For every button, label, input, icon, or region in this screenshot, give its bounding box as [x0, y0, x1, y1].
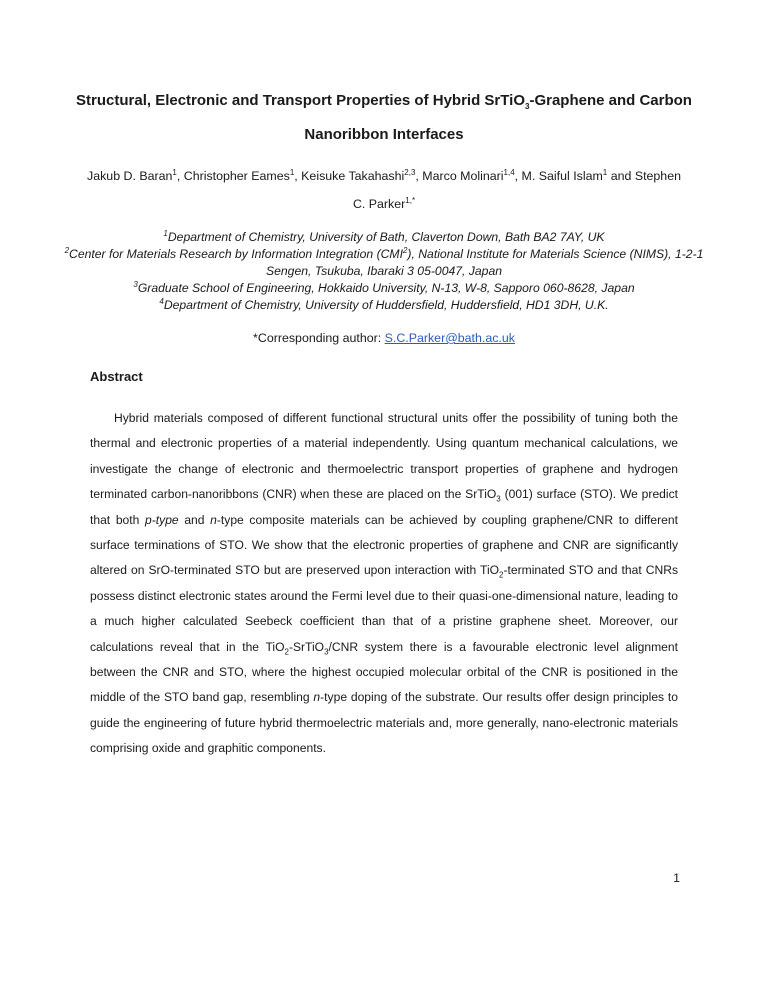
author-affiliation-marker: 2,3 — [404, 167, 416, 177]
corresponding-email-link[interactable]: S.C.Parker@bath.ac.uk — [384, 331, 515, 345]
affiliation-number: 4 — [159, 296, 164, 306]
affiliation — [60, 280, 708, 297]
author — [184, 169, 301, 183]
affiliation-text: Center for Materials Research by Information Integration (CMI — [69, 247, 403, 261]
affiliation-number: 1 — [163, 228, 168, 238]
abstract-text: Hybrid materials composed of different functional structural units offer the possibility of tuning both the thermal and electronic properties of a material independently. Using quantum mechanical calculations, we investigate the change of electronic and thermoelectric transport properties of graphene and hydrogen terminated carbon-nanoribbons (CNR) when these are placed on the SrTiO — [90, 411, 678, 502]
abstract-heading: Abstract — [90, 369, 143, 384]
author-affiliation-marker: 1,* — [405, 195, 416, 205]
abstract-text: and — [178, 512, 211, 527]
author-affiliation-marker: 1 — [172, 167, 177, 177]
affiliation-text: Department of Chemistry, University of Huddersfield, Huddersfield, HD1 3DH, U.K. — [163, 298, 609, 312]
author-name: Christopher Eames — [183, 169, 290, 183]
abstract-italic-n: n — [210, 512, 217, 527]
author-affiliation-marker: 1,4 — [503, 167, 515, 177]
abstract-text: -type doping of the substrate. Our results offer design principles to guide the engineering of future hybrid thermoelectric materials and, more generally, nano-electronic materials comprising oxide and graphitic components. — [90, 690, 678, 756]
author-name: Jakub D. Baran — [87, 169, 173, 183]
abstract-text: -type composite materials can be achieved by coupling graphene/CNR to different surface terminations of STO. We show that the electronic properties of graphene and CNR are significantly altered on SrO-terminated STO but are preserved upon interaction with TiO — [90, 512, 678, 578]
author — [422, 169, 521, 183]
abstract-subscript: 3 — [324, 647, 329, 657]
author-separator: , — [514, 169, 522, 183]
abstract-subscript: 2 — [499, 570, 504, 580]
abstract-text: -terminated STO and that CNRs possess distinct electronic states around the Fermi level due to their quasi-one-dimensional nature, leading to a much higher calculated Seebeck coefficient than that of a pristine graphene sheet. Moreover, our calculations reveal that in the TiO — [90, 563, 678, 654]
title-text-part2: -Graphene and Carbon Nanoribbon Interfaces — [304, 92, 692, 143]
affiliation — [60, 246, 708, 280]
affiliation-list — [60, 229, 708, 314]
author — [522, 169, 635, 183]
author-separator: , — [415, 169, 423, 183]
corresponding-author-label: *Corresponding author: — [253, 331, 385, 345]
abstract-subscript: 3 — [496, 494, 501, 504]
author — [301, 169, 422, 183]
affiliation-text-continued: ), National Institute for Materials Science (NIMS), 1-2-1 Sengen, Tsukuba, Ibaraki 3 05-0047, Japan — [265, 247, 704, 278]
author-affiliation-marker: 1 — [289, 167, 295, 177]
abstract-body — [90, 406, 678, 762]
abstract-text: (001) surface (STO). We predict that both — [90, 487, 678, 527]
author-name: Keisuke Takahashi — [301, 169, 405, 183]
abstract-italic-ptype: p-type — [145, 512, 179, 527]
title-subscript: 3 — [525, 102, 530, 111]
author-list — [80, 162, 688, 218]
abstract-text: -SrTiO — [288, 639, 325, 654]
affiliation-text: Department of Chemistry, University of Bath, Claverton Down, Bath BA2 7AY, UK — [167, 230, 605, 244]
author — [87, 169, 184, 183]
affiliation-number: 3 — [133, 279, 138, 289]
author-name: M. Saiful Islam — [521, 169, 603, 183]
affiliation-superscript: 2 — [402, 245, 408, 255]
affiliation-number: 2 — [64, 245, 70, 255]
author-affiliation-marker: 1 — [602, 167, 608, 177]
affiliation-text: Graduate School of Engineering, Hokkaido University, N-13, W-8, Sapporo 060-8628, Japan — [137, 281, 635, 295]
author-separator: , — [294, 169, 302, 183]
author-name: Stephen C. Parker — [352, 169, 681, 211]
affiliation — [60, 229, 708, 246]
author-separator: , — [176, 169, 184, 183]
author-name: Marco Molinari — [422, 169, 504, 183]
abstract-italic-n: n — [313, 690, 321, 705]
abstract-subscript: 2 — [284, 647, 289, 657]
affiliation — [60, 297, 708, 314]
title-text-part1: Structural, Electronic and Transport Properties of Hybrid SrTiO — [76, 92, 525, 109]
abstract-text: /CNR system there is a favourable electronic level alignment between the CNR and STO, where the highest occupied molecular orbital of the CNR is positioned in the middle of the STO band gap, resembling — [90, 639, 678, 705]
page-number: 1 — [673, 871, 680, 885]
corresponding-author — [60, 328, 708, 348]
author-separator: and — [607, 169, 635, 183]
paper-title — [60, 84, 708, 152]
